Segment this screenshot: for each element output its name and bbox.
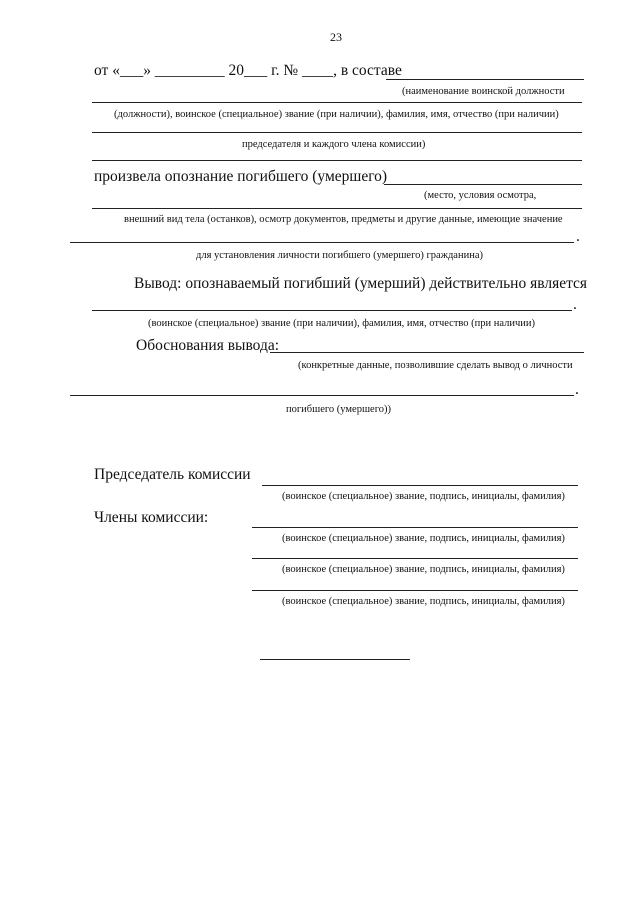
chairman-signature-caption: (воинское (специальное) звание, подпись, инициалы, фамилия) [282, 491, 565, 502]
page-number: 23 [330, 30, 342, 44]
identification-text: произвела опознание погибшего (умершего) [94, 168, 388, 185]
caption-person: (воинское (специальное) звание (при наличии), фамилия, имя, отчество (при наличии) [148, 318, 536, 329]
conclusion-text: Вывод: опознаваемый погибший (умерший) действительно является [134, 275, 588, 292]
member-3-signature-caption: (воинское (специальное) звание, подпись, инициалы, фамилия) [282, 596, 565, 607]
member-3-signature-line[interactable] [252, 590, 578, 591]
caption-data: (конкретные данные, позволившие сделать вывод о личности [298, 360, 573, 371]
header-date-line: от «___» _________ 20___ г. № ____, в составе [94, 62, 402, 79]
member-1-signature-line[interactable] [252, 527, 578, 528]
caption-purpose: для установления личности погибшего (умершего) гражданина) [196, 250, 483, 261]
end-separator-line [260, 659, 410, 660]
caption-position: (наименование воинской должности [402, 86, 565, 97]
identification-line-end: . [576, 228, 580, 245]
appearance-line[interactable] [70, 242, 574, 243]
conclusion-line[interactable] [92, 310, 572, 311]
data-line[interactable] [70, 395, 574, 396]
justification-line-end: . [575, 381, 579, 398]
justification-line[interactable] [270, 352, 584, 353]
caption-deceased: погибшего (умершего)) [286, 404, 391, 415]
position-line-3[interactable] [92, 160, 582, 161]
position-line-1[interactable] [92, 102, 582, 103]
chairman-signature-line[interactable] [262, 485, 578, 486]
member-1-signature-caption: (воинское (специальное) звание, подпись, инициалы, фамилия) [282, 533, 565, 544]
conclusion-line-end: . [573, 296, 577, 313]
caption-position-cont: (должности), воинское (специальное) звание (при наличии), фамилия, имя, отчество (при наличии) [114, 109, 559, 120]
caption-appearance: внешний вид тела (останков), осмотр документов, предметы и другие данные, имеющие значение [124, 214, 563, 225]
justification-label: Обоснования вывода: [136, 337, 280, 354]
header-composition-line[interactable] [386, 79, 584, 80]
chairman-label: Председатель комиссии [94, 466, 251, 483]
identification-line[interactable] [384, 184, 582, 185]
members-label: Члены комиссии: [94, 509, 209, 526]
caption-chairman: председателя и каждого члена комиссии) [242, 139, 426, 150]
caption-place: (место, условия осмотра, [424, 190, 537, 201]
position-line-2[interactable] [92, 132, 582, 133]
member-2-signature-caption: (воинское (специальное) звание, подпись, инициалы, фамилия) [282, 564, 565, 575]
place-line[interactable] [92, 208, 582, 209]
member-2-signature-line[interactable] [252, 558, 578, 559]
